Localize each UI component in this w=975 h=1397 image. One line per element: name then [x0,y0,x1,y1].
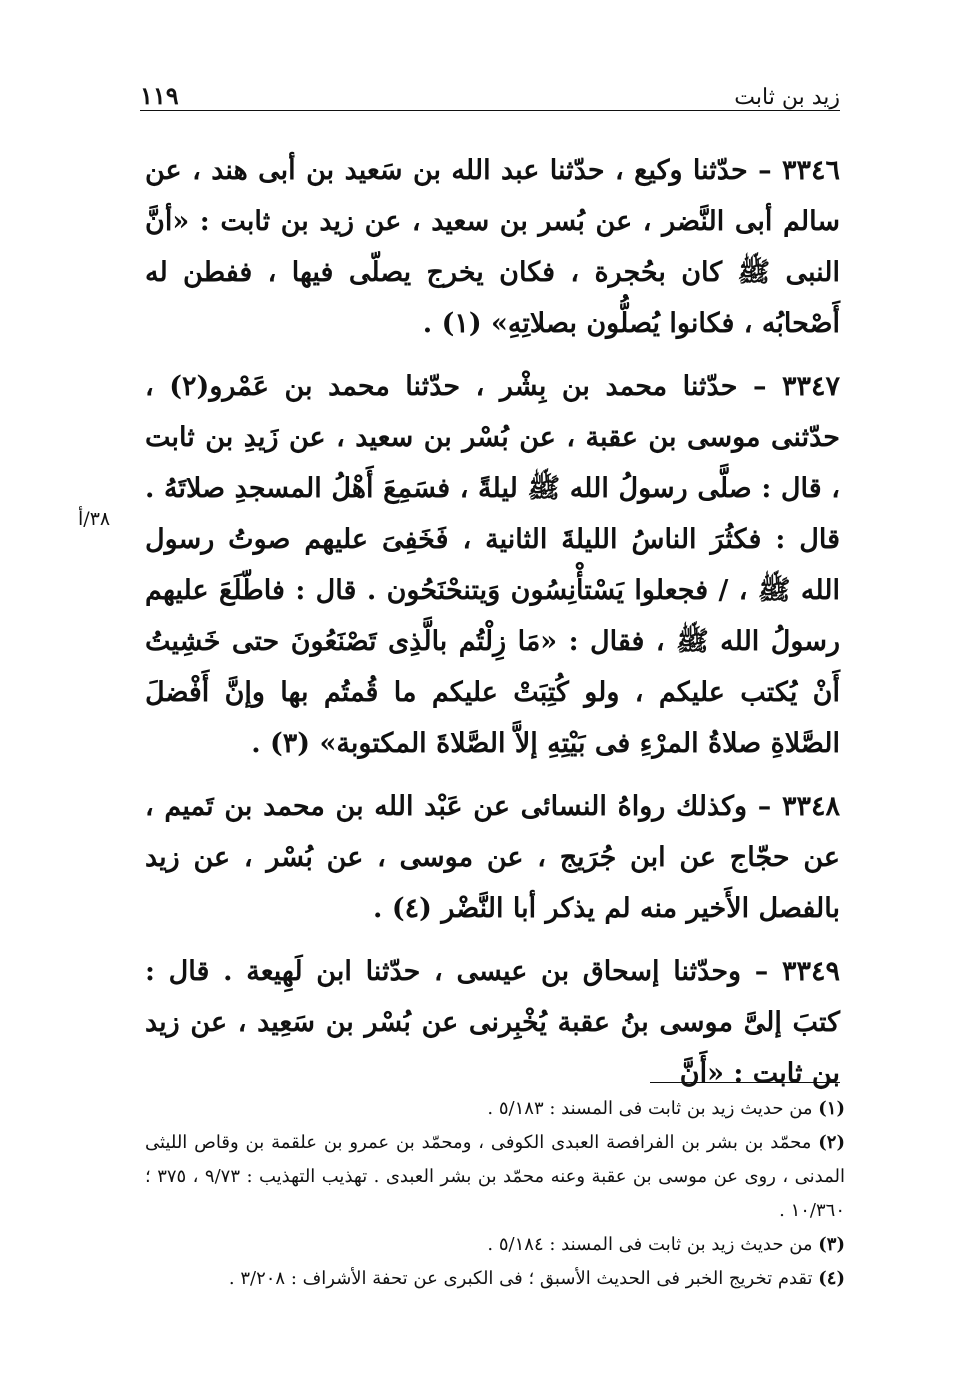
hadith-text: – حدّثنا محمد بن بِشْر ، حدّثنا محمد بن عَمْرو(٢) ، حدّثنى موسى بن عقبة ، عن بُسْر بن سعيد ، عن زَيدِ بن ثابت ، قال : صلَّى رسولُ الله ﷺ ليلةً ، فسَمِعَ أَهْلُ المسجدِ صلاتَهُ . قال : فكثُرَ الناسُ الليلةَ الثانية ، فَخَفِىَ عليهم صوتُ رسول الله ﷺ ، / فجعلوا يَسْتأْنِسُون وَيتنحْنَحُون . قال : فاطّلَعَ عليهم رسولُ الله ﷺ ، فقال : «مَا زِلْتُم بالَّذِى تَصْنَعُونَ حتى خَشِيتُ أَنْ يُكتب عليكم ، ولو كُتِبَتْ عليكم ما قُمتُم بها وإنَّ أَفْضلَ الصَّلاةِ صلاةُ المرْءِ فى بَيْتِهِ إلاَّ الصَّلاةَ المكتوبة» (٣) . [145,371,840,759]
footnote-mark: (١) [818,1098,845,1119]
footnote-text: من حديث زيد بن ثابت فى المسند : ٥/١٨٤ . [487,1234,819,1255]
footnote [145,1228,845,1262]
footnote-mark: (٤) [818,1268,845,1289]
hadith-paragraph [145,946,840,1099]
hadith-text: – وكذلك رواهُ النسائى عن عَبْد الله بن محمد بن تَميم ، عن حجّاج عن ابن جُرَيج ، عن موسى ، عن بُسْر ، عن زيد بالفصل الأَخير منه لم يذكر أبا النَّضْر (٤) . [145,791,840,924]
footnote [145,1092,845,1126]
footnote-text: تقدم تخريج الخبر فى الحديث الأسبق ؛ فى الكبرى عن تحفة الأشراف : ٣/٢٠٨ . [228,1268,819,1289]
hadith-paragraph [145,781,840,934]
footnote-mark: (٢) [818,1132,845,1153]
header-divider [140,110,840,111]
hadith-number: ٣٣٤٧ [781,371,840,402]
hadith-paragraph [145,145,840,349]
footnote-divider [650,1082,840,1083]
footnotes [145,1092,845,1296]
running-header [140,70,840,110]
page-number: ١١٩ [140,81,179,110]
hadith-paragraph [145,361,840,769]
hadith-number: ٣٣٤٩ [781,956,840,987]
footnote [145,1262,845,1296]
footnote-text: محمّد بن بشر بن الفرافصة العبدى الكوفى ، ومحمّد بن عمرو بن علقمة بن وقاص الليثى المدنى ، روى عن موسى بن عقبة وعنه محمّد بن بشر العبدى . تهذيب التهذيب : ٩/٧٣ ، ٣٧٥ ؛ ١٠/٣٦٠ . [145,1132,845,1221]
hadith-text: – حدّثنا وكيع ، حدّثنا عبد الله بن سَعيد بن أبى هند ، عن سالم أبى النَّضر ، عن بُسر بن سعيد ، عن زيد بن ثابت : «أنَّ النبى ﷺ كان بحُجرة ، فكان يخرج يصلّى فيها ، ففطن له أَصْحابُه ، فكانوا يُصلُّون بصلاتِهِ» (١) . [145,155,840,339]
footnote [145,1126,845,1228]
hadith-text: – وحدّثنا إسحاق بن عيسى ، حدّثنا ابن لَهِيعة . قال : كتبَ إلىَّ موسى بنُ عقبة يُخْبِرنى عن بُسْر بن سَعِيد ، عن زيد بن ثابت : «أَنَّ [145,956,840,1089]
hadith-number: ٣٣٤٦ [781,155,840,186]
footnote-text: من حديث زيد بن ثابت فى المسند : ٥/١٨٣ . [487,1098,819,1119]
hadith-number: ٣٣٤٨ [781,791,840,822]
footnote-mark: (٣) [818,1234,845,1255]
margin-folio-note: ٣٨/أ [78,508,111,530]
running-title: زيد بن ثابت [734,85,840,110]
main-text [145,145,840,1111]
